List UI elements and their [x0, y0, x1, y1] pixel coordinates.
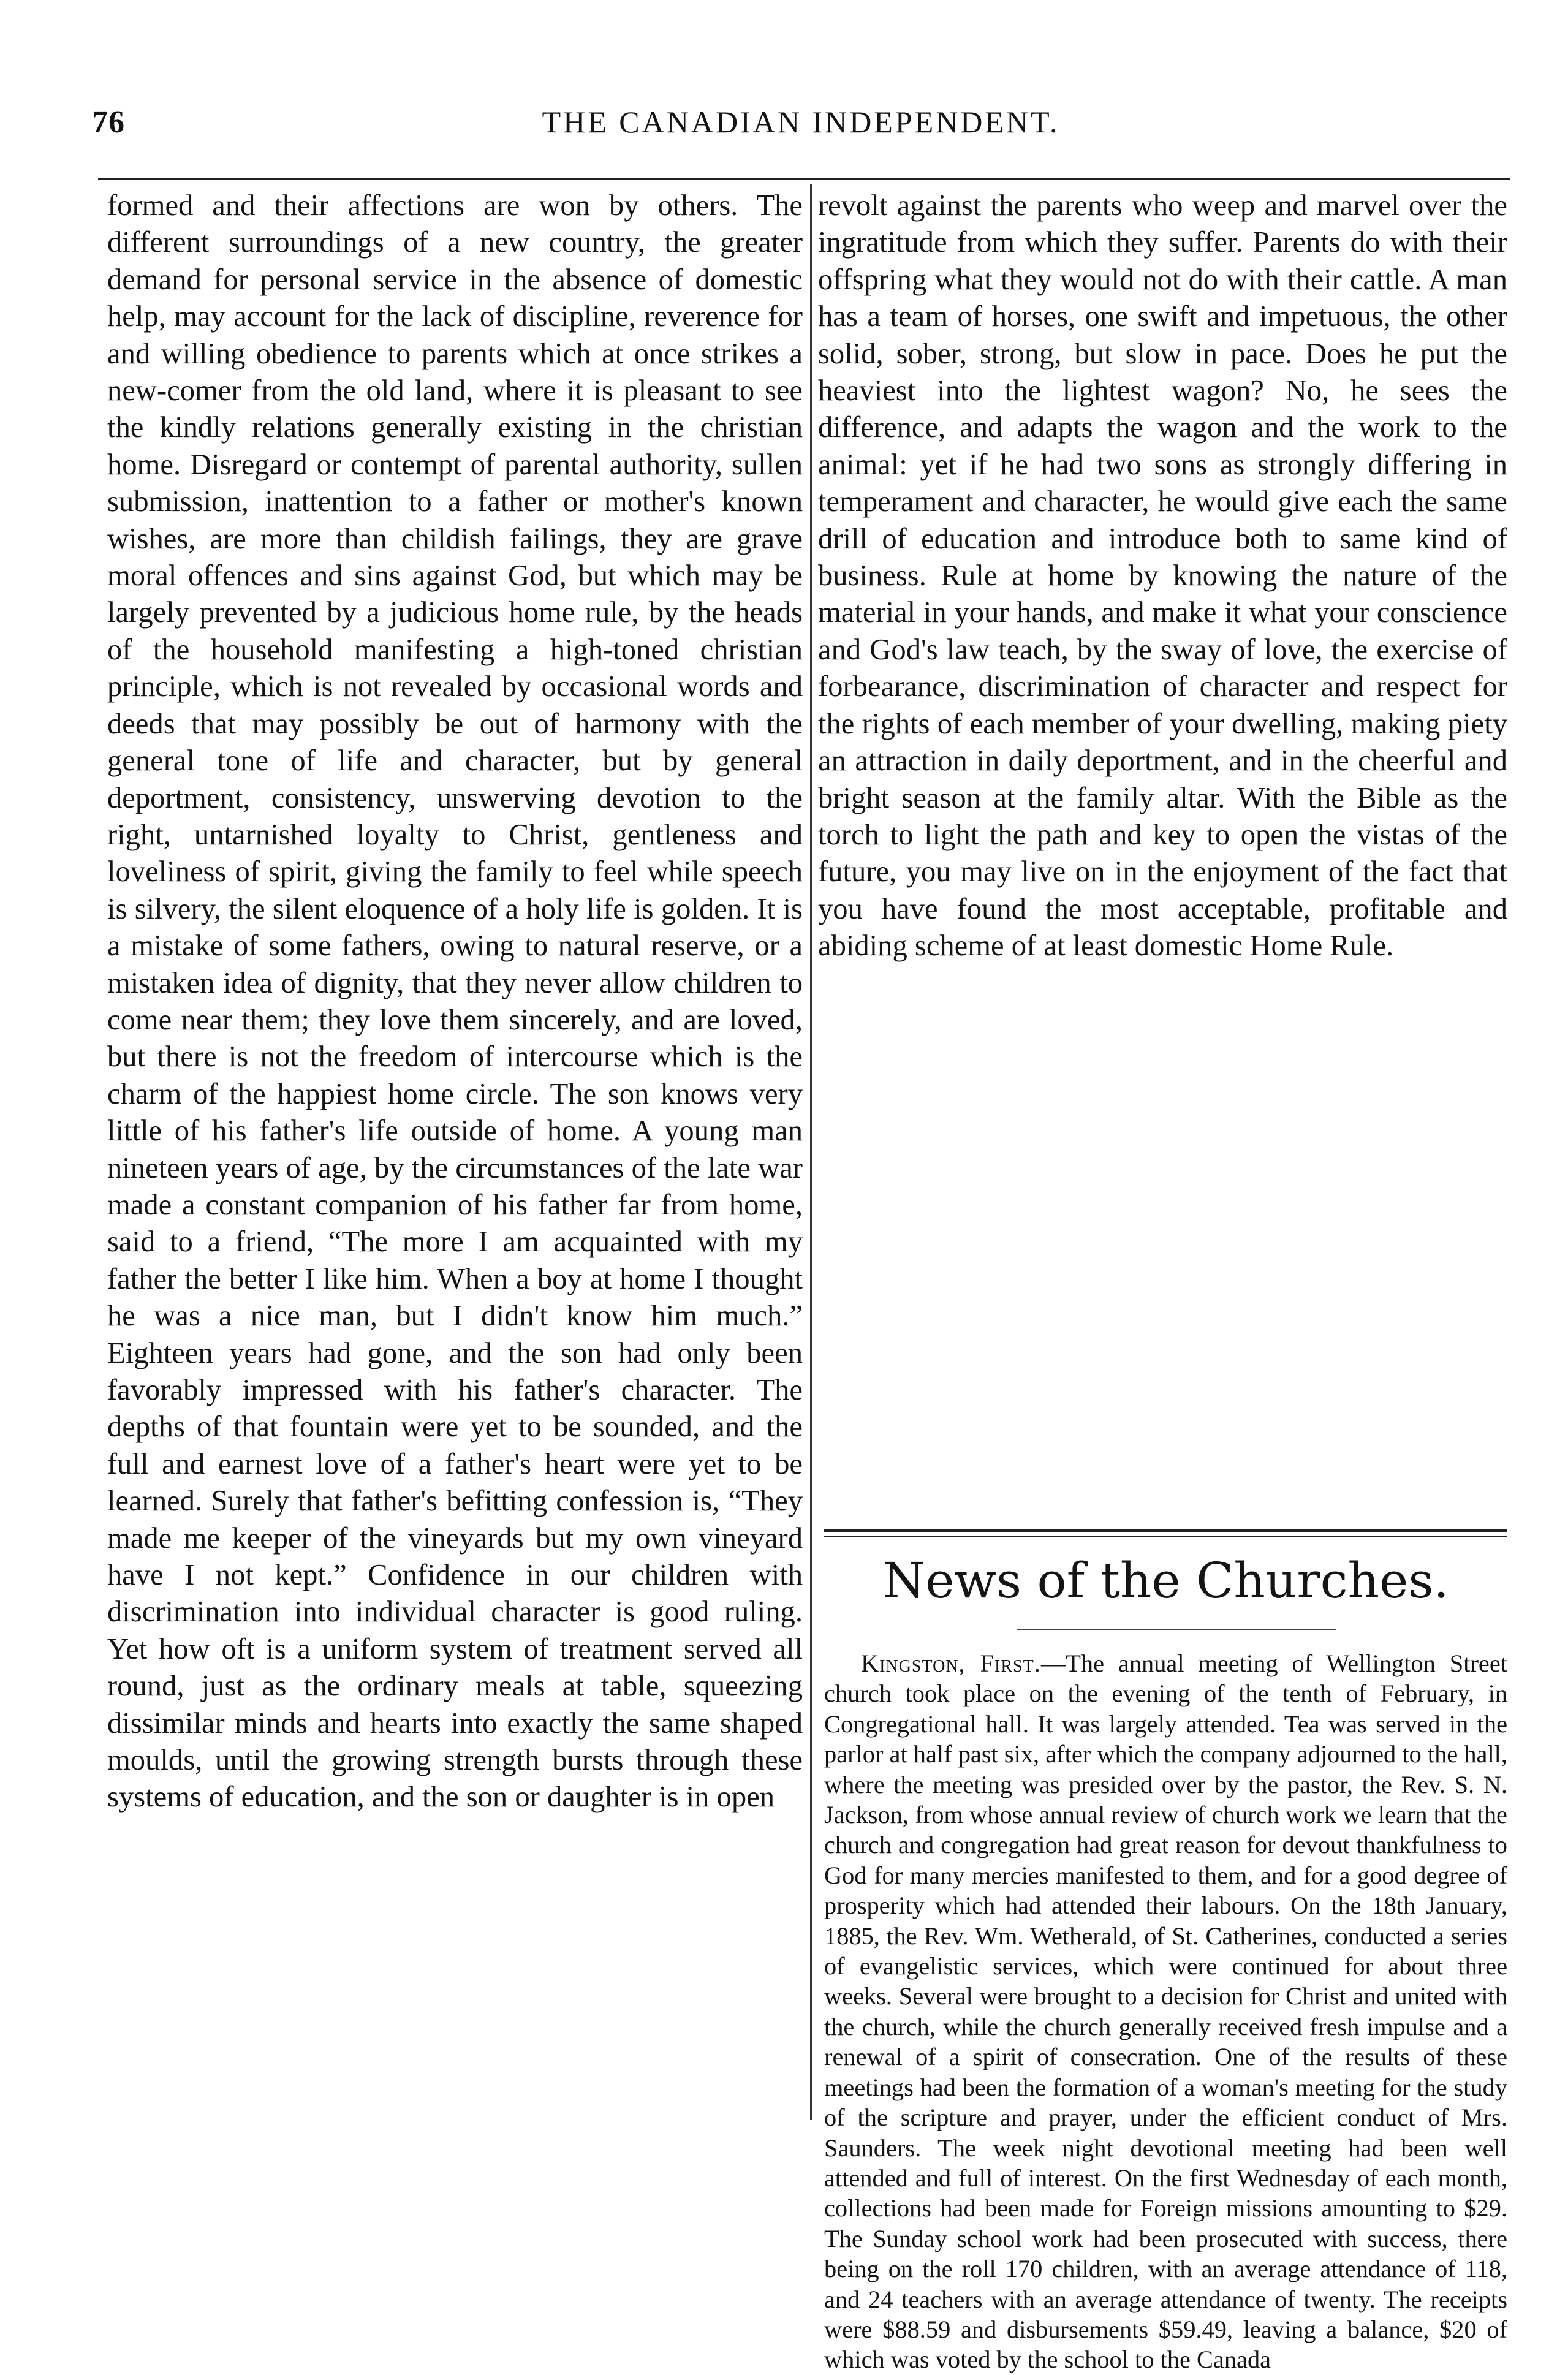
news-dateline: Kingston, First.: [861, 1650, 1041, 1677]
journal-title: THE CANADIAN INDEPENDENT.: [542, 105, 1060, 139]
page-number: 76: [92, 105, 125, 140]
header-rule: [98, 178, 1510, 180]
news-paragraph: [824, 1648, 1507, 2375]
news-body: —The annual meeting of Wellington Street church took place on the evening of the tenth of February, in Congregational hall. It was largely attended. Tea was served in the parlor at half past six, after which the company adjourned to the hall, where the meeting was presided over by the pastor, the Rev. S. N. Jackson, from whose annual review of church work we learn that the church and congregation had great reason for devout thankfulness to God for many mercies manifested to them, and for a good degree of prosperity which had attended their labours. On the 18th January, 1885, the Rev. Wm. Wetherald, of St. Catherines, conducted a series of evangelistic services, which were continued for about three weeks. Several were brought to a decision for Christ and united with the church, while the church generally received fresh impulse and a renewal of a spirit of consecration. One of the results of these meetings had been the formation of a woman's meeting for the study of the scripture and prayer, under the efficient conduct of Mrs. Saunders. The week night devotional meeting had been well attended and full of interest. On the first Wednesday of each month, collections had been made for Foreign missions amounting to $29. The Sunday school work had been prosecuted with success, there being on the roll 170 children, with an average attendance of 118, and 24 teachers with an average attendance of twenty. The receipts were $88.59 and disbursements $59.49, leaving a balance, $20 of which was voted by the school to the Canada: [824, 1650, 1507, 2374]
section-rule-thin: [824, 1536, 1507, 1537]
news-item: [824, 1648, 1507, 2375]
right-column-text: revolt against the parents who weep and marvel over the ingratitude from which they suffer. Parents do with their offspring what they would not do with their cattle. A man has a team of horses, one swift and impetuous, the other solid, sober, strong, but slow in pace. Does he put the heaviest into the lightest wagon? No, he sees the difference, and adapts the wagon and the work to the animal: yet if he had two sons as strongly differing in temperament and character, he would give each the same drill of education and introduce both to same kind of business. Rule at home by knowing the nature of the material in your hands, and make it what your conscience and God's law teach, by the sway of love, the exercise of forbearance, discrimination of character and respect for the rights of each member of your dwelling, making piety an attraction in daily deportment, and in the cheerful and bright season at the family altar. With the Bible as the torch to light the path and key to open the vistas of the future, you may live on in the enjoyment of the fact that you have found the most acceptable, profitable and abiding scheme of at least domestic Home Rule.: [818, 189, 1507, 963]
section-heading: News of the Churches.: [882, 1552, 1449, 1609]
left-column-text: formed and their affections are won by others. The different surroundings of a new country, the greater demand for personal service in the absence of domestic help, may account for the lack of discipline, reverence for and willing obedience to parents which at once strikes a new-comer from the old land, where it is pleasant to see the kindly relations generally existing in the christian home. Disregard or contempt of parental authority, sullen submission, inattention to a father or mother's known wishes, are more than childish failings, they are grave moral offences and sins against God, but which may be largely prevented by a judicious home rule, by the heads of the household manifesting a high-toned christian principle, which is not revealed by occasional words and deeds that may possibly be out of harmony with the general tone of life and character, but by general deportment, consistency, unswerving devotion to the right, untarnished loyalty to Christ, gentleness and loveliness of spirit, giving the family to feel while speech is silvery, the silent eloquence of a holy life is golden. It is a mistake of some fathers, owing to natural reserve, or a mistaken idea of dignity, that they never allow children to come near them; they love them sincerely, and are loved, but there is not the freedom of intercourse which is the charm of the happiest home circle. The son knows very little of his father's life outside of home. A young man nineteen years of age, by the circumstances of the late war made a constant companion of his father far from home, said to a friend, “The more I am acquainted with my father the better I like him. When a boy at home I thought he was a nice man, but I didn't know him much.” Eighteen years had gone, and the son had only been favorably impressed with his father's character. The depths of that fountain were yet to be sounded, and the full and earnest love of a father's heart were yet to be learned. Surely that father's befitting confession is, “They made me keeper of the vineyards but my own vineyard have I not kept.” Confidence in our children with discrimination into individual character is good ruling. Yet how oft is a uniform system of treatment served all round, just as the ordinary meals at table, squeezing dissimilar minds and hearts into exactly the same shaped moulds, until the growing strength bursts through these systems of education, and the son or daughter is in open: [107, 189, 803, 1814]
running-head: [92, 104, 1510, 147]
column-divider: [810, 184, 812, 2120]
right-column: [818, 187, 1507, 964]
section-rule: [824, 1529, 1507, 1532]
left-column: [107, 187, 803, 1816]
heading-underline-rule: [1017, 1629, 1336, 1630]
